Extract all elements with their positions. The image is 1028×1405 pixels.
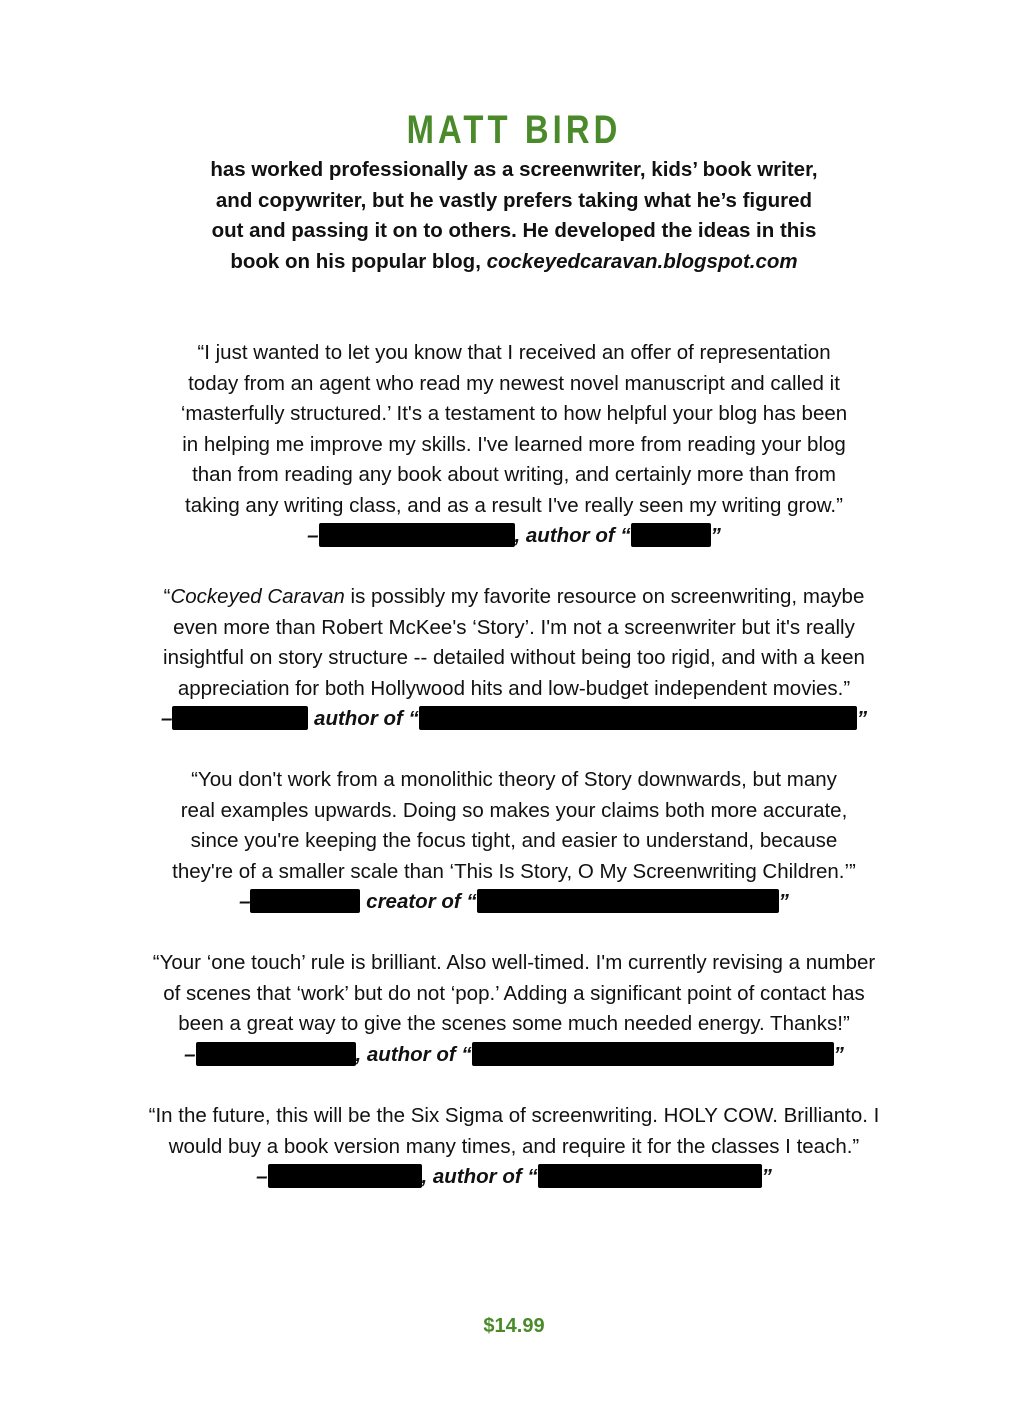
bio-line: has worked professionally as a screenwriter, kids’ book writer, <box>210 158 818 181</box>
attr-dash: – <box>239 890 251 913</box>
redacted-name <box>250 889 360 913</box>
attr-close-quote: ” <box>761 1165 772 1188</box>
blog-url: cockeyedcaravan.blogspot.com <box>486 249 798 273</box>
testimonial-attribution <box>90 1162 938 1193</box>
redacted-name <box>319 523 515 547</box>
testimonial-3 <box>90 765 938 918</box>
quote-line: “In the future, this will be the Six Sigma of screenwriting. HOLY COW. Brillianto. I <box>148 1104 880 1127</box>
testimonial-attribution <box>90 704 938 735</box>
quote-line: “You don't work from a monolithic theory of Story downwards, but many <box>191 768 837 791</box>
quote-line: would buy a book version many times, and require it for the classes I teach.” <box>168 1134 860 1158</box>
redacted-name <box>268 1164 422 1188</box>
attr-dash: – <box>160 707 173 730</box>
author-bio <box>150 155 878 277</box>
testimonial-attribution <box>90 887 938 918</box>
quote-line: insightful on story structure -- detailed without being too rigid, and with a keen <box>163 646 865 669</box>
quote-line: taking any writing class, and as a result I've really seen my writing grow.” <box>185 493 843 517</box>
quote-line: even more than Robert McKee's ‘Story’. I'm not a screenwriter but it's really <box>173 615 855 639</box>
bio-line: and copywriter, but he vastly prefers taking what he’s figured <box>215 188 813 212</box>
quote-line: been a great way to give the scenes some much needed energy. Thanks!” <box>178 1012 850 1035</box>
quote-line <box>90 582 938 613</box>
quote-line-text: is possibly my favorite resource on screenwriting, maybe <box>344 585 865 608</box>
attr-dash: – <box>184 1042 196 1066</box>
price-label: $14.99 <box>483 1315 545 1337</box>
quote-line: ‘masterfully structured.’ It's a testament to how helpful your blog has been <box>180 402 848 425</box>
quote-line: today from an agent who read my newest novel manuscript and called it <box>188 371 840 395</box>
attr-role: author of “ <box>308 707 419 730</box>
quote-line: they're of a smaller scale than ‘This Is Story, O My Screenwriting Children.’” <box>172 859 856 883</box>
bio-line-text: book on his popular blog, <box>230 249 487 273</box>
testimonial-2 <box>90 582 938 735</box>
quote-line: “Your ‘one touch’ rule is brilliant. Also well-timed. I'm currently revising a number <box>152 951 876 974</box>
attr-close-quote: ” <box>856 707 868 730</box>
testimonial-5 <box>90 1101 938 1193</box>
redacted-title <box>419 706 857 730</box>
testimonial-4 <box>90 948 938 1070</box>
quote-line: appreciation for both Hollywood hits and low-budget independent movies.” <box>177 676 851 700</box>
attr-dash: – <box>256 1165 268 1188</box>
redacted-title <box>538 1164 762 1188</box>
testimonial-attribution <box>90 1040 938 1071</box>
attr-role: , author of “ <box>355 1042 472 1066</box>
author-name-title: MATT BIRD <box>406 108 622 152</box>
testimonial-1 <box>90 338 938 552</box>
attr-role: , author of “ <box>514 524 631 547</box>
blog-name-italic: Cockeyed Caravan <box>170 585 345 608</box>
attr-close-quote: ” <box>710 524 721 547</box>
attr-role: , author of “ <box>421 1165 538 1188</box>
quote-line: of scenes that ‘work’ but do not ‘pop.’ Adding a significant point of contact has <box>163 981 865 1005</box>
redacted-title <box>477 889 779 913</box>
quote-line: than from reading any book about writing, and certainly more than from <box>192 463 836 486</box>
quote-line: real examples upwards. Doing so makes your claims both more accurate, <box>180 798 848 822</box>
bio-line: out and passing it on to others. He developed the ideas in this <box>211 219 817 242</box>
quote-line: in helping me improve my skills. I've learned more from reading your blog <box>182 432 846 456</box>
redacted-title <box>631 523 711 547</box>
open-quote: “ <box>163 585 171 608</box>
attr-role: creator of “ <box>360 890 477 913</box>
attr-close-quote: ” <box>778 890 789 913</box>
quote-line: “I just wanted to let you know that I received an offer of representation <box>197 341 831 364</box>
redacted-title <box>472 1042 834 1066</box>
redacted-name <box>172 706 308 730</box>
testimonial-attribution <box>90 521 938 552</box>
attr-close-quote: ” <box>833 1042 844 1066</box>
redacted-name <box>196 1042 356 1066</box>
quote-line: since you're keeping the focus tight, and easier to understand, because <box>190 829 838 852</box>
attr-dash: – <box>307 524 319 547</box>
bio-line <box>150 247 878 278</box>
